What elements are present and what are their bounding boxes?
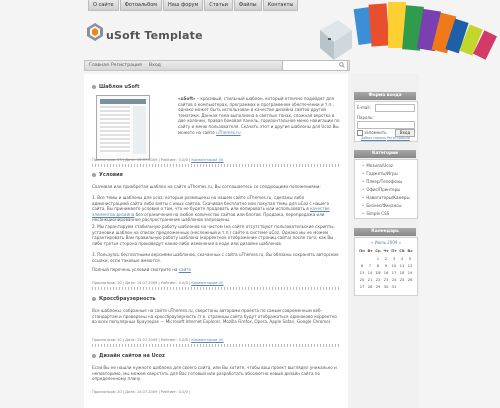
remember-label: запомнить [364,130,387,135]
weekday-label: Вс [407,248,413,253]
calendar-day[interactable]: 23 [383,277,389,282]
categories-list [354,159,418,219]
calendar-day[interactable]: 19 [407,270,413,275]
calendar-day[interactable]: 10 [391,263,397,268]
email-field[interactable] [375,104,415,112]
weekday-label: Вт [367,248,373,253]
calendar-day[interactable]: 3 [392,256,396,261]
calendar-day[interactable]: 17 [391,270,397,275]
login-form-header: Форма входа [354,92,416,100]
nav-tab-articles[interactable]: Статьи [204,0,233,11]
weekday-label: Пт [391,248,397,253]
category-item[interactable]: • Плеер/Телефоны [362,179,402,184]
forgot-password-link[interactable]: Забыл пароль [361,136,386,140]
calendar-day[interactable]: 24 [391,277,397,282]
calendar-header: Календарь [354,228,416,236]
weekday-label: Сб [399,248,405,253]
post-design-body: Если Вы не нашли нужного шаблона для своего сайта, или Вы хотите, чтобы ваш проект выглядел уникально и неповторимо, мы можем сверстать для Вас готовый или разработать абсолютно новый дизайн сайта по определенному плану. [92,365,337,382]
calendar-day[interactable]: 14 [367,270,373,275]
right-sidebar [351,74,419,408]
calendar-day[interactable]: 20 [359,277,365,282]
post-title-usoft[interactable]: Шаблон uSoft [92,84,140,90]
post-terms-p1: 1. Все темы и шаблоны для ucoz, которые размещены на нашем сайте uThemes.ru, сделаны либо администрацией сайта либо взяты с иных сайтов. Скачивая бесплатно или покупая темы для uCoz с нашего сайта, Вы принимаете условия о том, что не будете продавать или копировать или использовать в качестве элементов дизайна без ограничения на любое количество сайтов или блогов. Продажа, перепродажа или несанкционированное распространение шаблонов запрещены. [92,195,330,223]
post-terms-p3: 3. Пользуясь бесплатными версиями шаблонов, скачанных с сайта uThemes.ru, Вы обязаны сохранять авторские ссылки, если таковые имеются. [92,252,339,263]
calendar-day[interactable]: 13 [359,270,365,275]
calendar-day[interactable]: 30 [383,284,389,289]
nav-tab-photos[interactable]: Фотоальбом [120,0,162,11]
post-meta: Просмотров: 20 | Дата: 15.07.2009 | Рейтинг: 0.0/0 | [92,390,191,394]
bullet-icon [92,354,96,358]
category-item[interactable]: • Бизнес/Финансы [362,203,402,208]
search-input[interactable] [282,60,348,71]
calendar-day[interactable]: 7 [368,263,372,268]
link-login[interactable]: Вход [149,63,161,68]
weekday-label: Чт [383,248,389,253]
calendar-day[interactable]: 31 [391,284,397,289]
calendar-day[interactable]: 5 [408,256,412,261]
bullet-icon [92,173,96,177]
calendar-day[interactable]: 27 [359,284,365,289]
calendar-day[interactable]: 2 [384,256,388,261]
login-form [354,101,418,142]
post-terms-p4: Полный перечень условий смотрите на сайте [92,267,192,272]
post-title-terms[interactable]: Условия [92,172,123,178]
category-item[interactable]: • Simple CSS [362,211,389,216]
calendar-day[interactable]: 4 [400,256,404,261]
category-item[interactable]: • Мозила/Ucoz [362,163,393,168]
weekday-label: Пн [359,248,365,253]
post-terms-p2: 2. Мы гарантируем стабильную работу шаблонов на чистом (на сайте отсутствуют пользовательские скрипты, установки шаблон на список предложенных (несложный и т.п.) сайте в системе uCoz. Однако мы не можем гарантировать Вам правильную работу шаблона (корректное отображение страниц сайта) после того, как Вы либо третья сторона произведут какие-либо изменения в коде или дизайне шаблонов. [92,224,335,246]
bullet-icon [92,85,96,89]
nav-tab-forum[interactable]: Наш форум [163,0,203,11]
calendar-day[interactable]: 8 [376,263,380,268]
divider [92,164,340,167]
calendar-day[interactable]: 28 [367,284,373,289]
login-submit-button[interactable]: Вход [395,129,415,137]
nav-tab-files[interactable]: Файлы [234,0,262,11]
link-home[interactable]: Главная [89,63,109,68]
calendar-day-with-posts[interactable]: 15 [375,270,381,275]
divider [92,344,340,347]
categories-header: Категории [354,150,416,158]
divider [92,287,340,290]
search-icon[interactable] [339,62,345,68]
logo-text[interactable]: uSoft Template [106,29,203,42]
calendar-day[interactable]: 16 [383,270,389,275]
nav-tab-contacts[interactable]: Контакты [263,0,299,11]
calendar-day[interactable]: 22 [375,277,381,282]
calendar-day[interactable]: 18 [399,270,405,275]
calendar-day[interactable]: 29 [375,284,381,289]
post-meta: Просмотров: 20 | Дата: 15.07.2009 | Рейтинг: 0.0/0 | Комментарии (0) [92,338,224,342]
category-item[interactable]: • Навигаторы/Камеры [362,195,410,200]
category-item[interactable]: • Гаджеты/Игры [362,171,398,176]
post-meta: Просмотров: 23 | Дата: 15.07.2009 | Рейтинг: 0.0/0 | Комментарии (0) [92,158,224,162]
bullet-icon [92,297,96,301]
post-crossbrowser-body: Все шаблоны, собранные на сайте uThemes.ru, сверстаны авторами проекта по самым современным веб-стандартам и проверены на кроссбраузерность (т.е. страницы сайта будут отображаться одинаково корректно во всех популярных браузерах — Microsoft Internet Explorer, Mozilla Firefox, Opera, Apple Safari, Google Chrome). [92,308,337,325]
calendar-day[interactable]: 25 [399,277,405,282]
calendar [354,237,418,296]
template-preview-image [96,95,150,160]
weekday-label: Ср [375,248,381,253]
post-terms-intro: Скачивая или приобретая шаблон на сайте uThemes.ru, Вы соглашаетесь со следующими положениями: [92,184,321,189]
category-item[interactable]: • Офис/Принтеры [362,187,400,192]
calendar-day[interactable]: 11 [399,263,405,268]
password-label: Пароль: [357,115,374,120]
post-body-usoft: «uSoft» – красивый, стильный шаблон, который отлично подойдет для сайтов о компьютерах, программах и программном обеспечении и т.п., однако может быть использован в качестве дизайна сайтов другой тематики. Данная тема выполнена в светлых тонах, сложная верстка в две колонки, правая боковая панель, горизонтальное меню навигации по сайту и меню пользователя. Скачать этот и другие шаблоны для Ucoz Вы можете на сайте uThemes.ru [178,96,340,135]
calendar-day[interactable]: 9 [384,263,388,268]
post-meta: Просмотров: 20 | Дата: 15.07.2009 | Рейтинг: 0.0/0 | Комментарии (0) [92,281,224,285]
post-title-crossbrowser[interactable]: Кроссбраузерность [92,296,156,302]
post-title-design[interactable]: Дизайн сайтов на Ucoz [92,353,165,359]
password-field[interactable] [357,121,415,129]
calendar-day[interactable]: 26 [407,277,413,282]
calendar-day[interactable]: 12 [407,263,413,268]
calendar-day[interactable]: 1 [376,256,380,261]
logo-icon [86,22,104,42]
calendar-month-nav[interactable]: « Июль 2009 » [371,240,402,245]
main-content [84,74,348,408]
top-navigation [88,0,299,10]
calendar-day[interactable]: 21 [367,277,373,282]
nav-tab-about[interactable]: О сайте [88,0,119,11]
link-register[interactable]: Регистрация [111,63,142,68]
register-link[interactable]: Регистрация [387,136,410,140]
email-label: E-mail: [357,105,371,110]
calendar-day[interactable]: 6 [360,263,364,268]
